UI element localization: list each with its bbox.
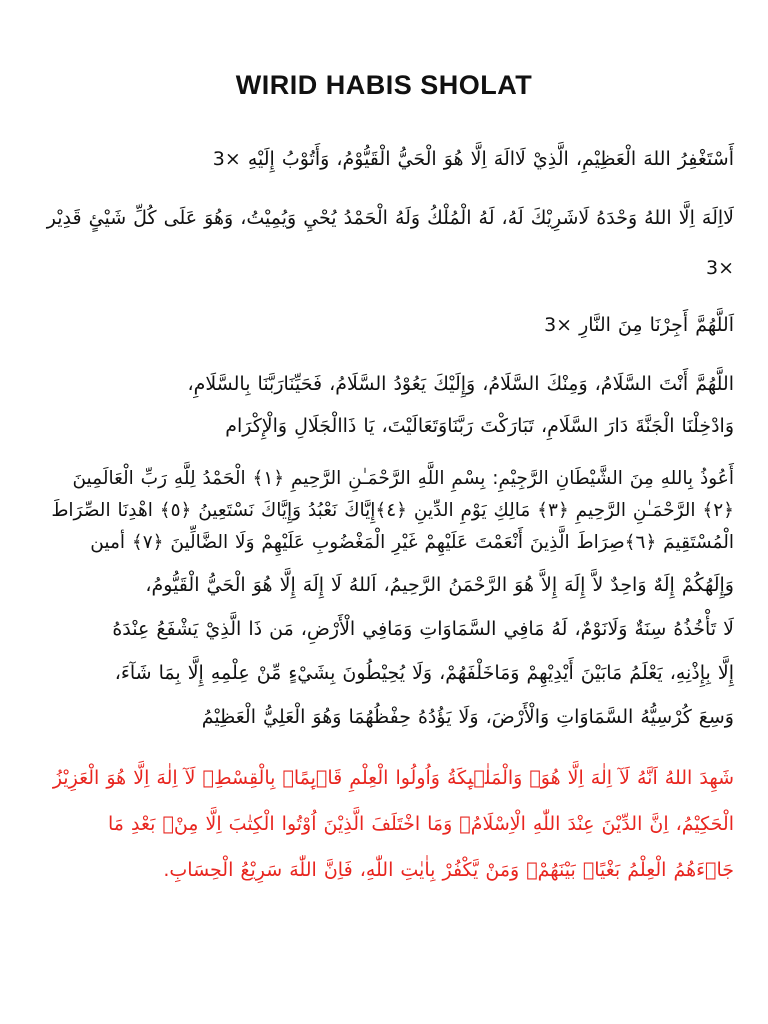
salam-line: اللَّهُمَّ أَنْتَ السَّلَامُ، وَمِنْكَ السَّلَامُ، وَإِلَيْكَ يَعُوْدُ السَّلَامُ، فَحَيِّنَارَبَّنَا بِالسَّلَامِ، (187, 373, 734, 395)
tahlil-line (34, 193, 734, 293)
ayat-kursi-line: لَا تَأْخُذُهُ سِنَةٌ وَلَانَوْمٌ، لَهُ مَافِي السَّمَاوَاتِ وَمَافِي الْأَرْضِ، مَن ذَا الَّذِيْ يَشْفَعُ عِنْدَهُ (112, 618, 734, 640)
syahida-paragraph (34, 755, 734, 893)
tahlil-text: لَااِلَهَ اِلَّا اللهُ وَحْدَهُ لَاشَرِيْكَ لَهُ، لَهُ الْمُلْكُ وَلَهُ الْحَمْدُ يُحْيِ وَيُمِيْتُ، وَهُوَ عَلَى كُلِّ شَيْئٍ قَدِيْر (46, 207, 734, 229)
istighfar-count: 3× (212, 148, 241, 170)
salam-line: وَادْخِلْنَا الْجَنَّةَ دَارَ السَّلَامِ، تَبَارَكْتَ رَبَّنَاوَتَعَالَيْتَ، يَا ذَاالْجَلَالِ وَالْإِكْرَام (225, 415, 734, 437)
ayat-kursi-paragraph (34, 563, 734, 739)
page-title: WIRID HABIS SHOLAT (235, 70, 533, 100)
istighfar-text: أَسْتَغْفِرُ اللهَ الْعَظِيْمِ، الَّذِيْ لَاالَهَ اِلَّا هُوَ الْحَيُّ الْقَيُّوْمُ، وَأَتُوْبُ إِلَيْهِ (247, 148, 734, 170)
ajirna-text: اَللَّهُمَّ أَجِرْنَا مِنَ النَّارِ (579, 314, 734, 336)
syahida-line: جَاۤءَهُمُ الْعِلْمُ بَغْيًاۢ بَيْنَهُمْۗ وَمَنْ يَّكْفُرْ بِاٰيٰتِ اللّٰهِ، فَاِنَّ اللّٰهَ سَرِيْعُ الْحِسَابِ. (163, 859, 734, 881)
ayat-kursi-line: وَسِعَ كُرْسِيُّهُ السَّمَاوَاتِ وَالْأَرْضَ، وَلَا يَؤُدُهُ حِفْظُهُمَا وَهُوَ الْعَلِيُّ الْعَظِيْمُ (201, 706, 734, 728)
ajirna-count: 3× (544, 314, 573, 336)
istighfar-line (34, 139, 734, 179)
ajirna-line (34, 305, 734, 345)
ajirna-paragraph (34, 305, 734, 345)
ayat-kursi-line: إِلَّا بِإِذْنِهِ، يَعْلَمُ مَابَيْنَ أَيْدِيْهِمْ وَمَاخَلْفَهُمْ، وَلَا يُحِيْطُونَ بِشَيْءٍ مِّنْ عِلْمِهِ إِلَّا بِمَا شَآءَ، (114, 662, 734, 684)
syahida-line: شَهِدَ اللهُ اَنَّهُ لَآ اِلٰهَ اِلَّا هُوَۙ وَالْمَلٰۤىِٕكَةُ وَاُولُوا الْعِلْمِ قَاۤىِٕمًاۢ بِالْقِسْطِۗ لَآ اِلٰهَ اِلَّا هُوَ الْعَزِيْزُ (52, 767, 734, 789)
salam-paragraph (34, 363, 734, 447)
istighfar-paragraph (34, 139, 734, 179)
tahlil-count: 3× (705, 257, 734, 279)
tahlil-paragraph (34, 193, 734, 293)
fatihah-paragraph (34, 463, 734, 559)
fatihah-text: أَعُوذُ بِاللهِ مِنَ الشَّيْطَانِ الرَّجِيْمِ: بِسْمِ اللَّهِ الرَّحْمَـٰنِ الرَّحِيمِ ﴿١﴾ الْحَمْدُ لِلَّهِ رَبِّ الْعَالَمِينَ ﴿٢﴾ الرَّحْمَـٰنِ الرَّحِيمِ ﴿٣﴾ مَالِكِ يَوْمِ الدِّينِ ﴿٤﴾إِيَّاكَ نَعْبُدُ وَإِيَّاكَ نَسْتَعِينُ ﴿٥﴾ اهْدِنَا الصِّرَاطَ الْمُسْتَقِيمَ ﴿٦﴾صِرَاطَ الَّذِينَ أَنْعَمْتَ عَلَيْهِمْ غَيْرِ الْمَغْضُوبِ عَلَيْهِمْ وَلَا الضَّالِّينَ ﴿٧﴾ أمين (51, 468, 734, 553)
syahida-line: الْحَكِيْمُ، اِنَّ الدِّيْنَ عِنْدَ اللّٰهِ الْاِسْلَامُۗ وَمَا اخْتَلَفَ الَّذِيْنَ اُوْتُوا الْكِتٰبَ اِلَّا مِنْۢ بَعْدِ مَا (107, 813, 734, 835)
ayat-kursi-line: وَإِلَهُكُمْ إِلَهٌ وَاحِدٌ لاَّ إِلَهَ إِلاَّ هُوَ الرَّحْمَنُ الرَّحِيمُ، اَللهُ لَا إِلَهَ إِلَّا هُوَ الْحَيُّ الْقَيُّومُ، (145, 574, 734, 596)
